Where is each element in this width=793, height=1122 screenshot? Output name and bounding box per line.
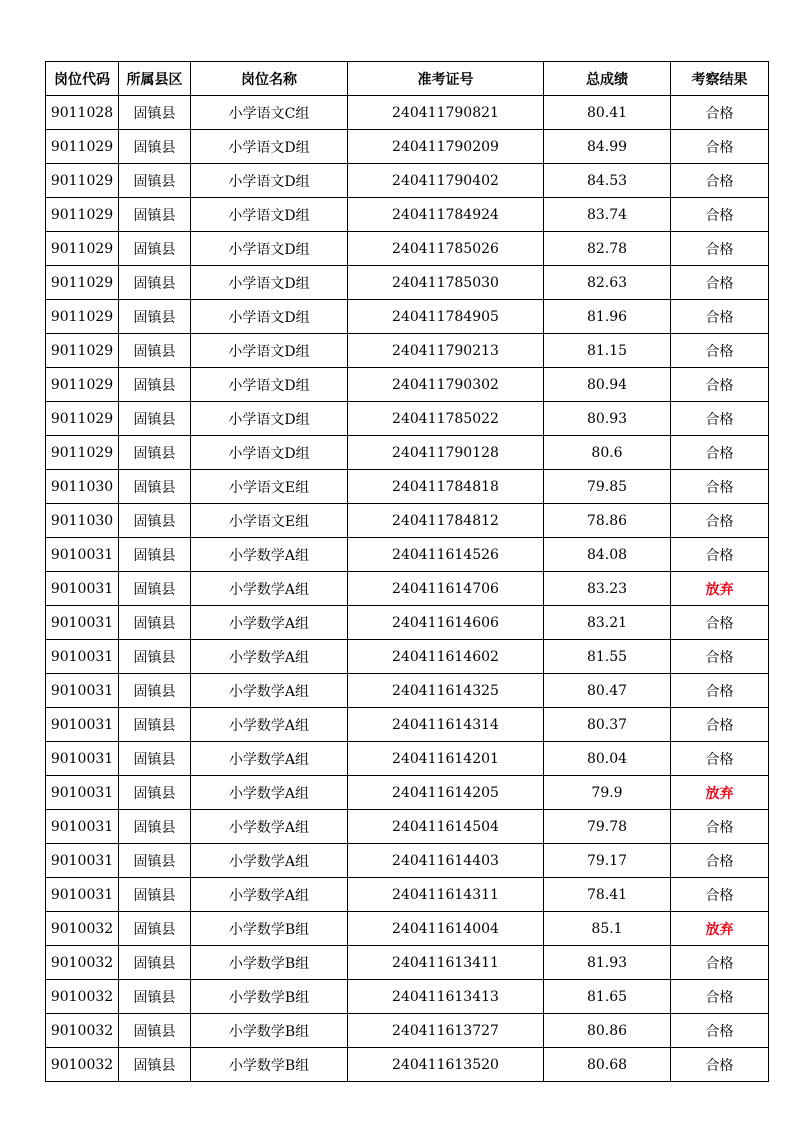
cell-county: 固镇县 (119, 708, 191, 742)
table-row (46, 300, 769, 334)
cell-county: 固镇县 (119, 742, 191, 776)
cell-inspection-result: 合格 (671, 946, 769, 980)
cell-ticket-number: 240411613411 (348, 946, 544, 980)
cell-county: 固镇县 (119, 266, 191, 300)
cell-position-code: 9010031 (46, 742, 119, 776)
cell-position-code: 9010031 (46, 708, 119, 742)
cell-position-name: 小学数学B组 (191, 980, 348, 1014)
cell-total-score: 79.17 (544, 844, 671, 878)
cell-total-score: 82.63 (544, 266, 671, 300)
cell-ticket-number: 240411790302 (348, 368, 544, 402)
cell-ticket-number: 240411784905 (348, 300, 544, 334)
cell-county: 固镇县 (119, 810, 191, 844)
cell-position-name: 小学语文E组 (191, 470, 348, 504)
table-row (46, 640, 769, 674)
cell-inspection-result: 合格 (671, 980, 769, 1014)
cell-total-score: 81.96 (544, 300, 671, 334)
cell-inspection-result: 合格 (671, 198, 769, 232)
table-row (46, 674, 769, 708)
cell-position-name: 小学语文D组 (191, 334, 348, 368)
cell-total-score: 83.74 (544, 198, 671, 232)
cell-total-score: 79.78 (544, 810, 671, 844)
cell-position-code: 9010032 (46, 1014, 119, 1048)
table-row (46, 912, 769, 946)
cell-inspection-result: 合格 (671, 164, 769, 198)
cell-inspection-result: 合格 (671, 300, 769, 334)
cell-total-score: 83.21 (544, 606, 671, 640)
header-inspection-result: 考察结果 (671, 62, 769, 96)
cell-inspection-result: 放弃 (671, 572, 769, 606)
cell-ticket-number: 240411614526 (348, 538, 544, 572)
cell-ticket-number: 240411784812 (348, 504, 544, 538)
cell-total-score: 78.41 (544, 878, 671, 912)
cell-total-score: 79.85 (544, 470, 671, 504)
cell-ticket-number: 240411614706 (348, 572, 544, 606)
cell-total-score: 84.53 (544, 164, 671, 198)
cell-position-code: 9010032 (46, 1048, 119, 1082)
cell-position-name: 小学数学B组 (191, 912, 348, 946)
table-row (46, 810, 769, 844)
table-row (46, 130, 769, 164)
cell-ticket-number: 240411790209 (348, 130, 544, 164)
cell-ticket-number: 240411614606 (348, 606, 544, 640)
cell-position-code: 9010031 (46, 674, 119, 708)
cell-ticket-number: 240411614201 (348, 742, 544, 776)
cell-total-score: 79.9 (544, 776, 671, 810)
cell-total-score: 80.04 (544, 742, 671, 776)
cell-position-code: 9011029 (46, 368, 119, 402)
table-row (46, 538, 769, 572)
cell-county: 固镇县 (119, 1048, 191, 1082)
table-row (46, 266, 769, 300)
cell-position-code: 9011029 (46, 232, 119, 266)
cell-county: 固镇县 (119, 504, 191, 538)
cell-inspection-result: 合格 (671, 844, 769, 878)
cell-position-code: 9011028 (46, 96, 119, 130)
cell-position-code: 9010031 (46, 776, 119, 810)
cell-total-score: 80.86 (544, 1014, 671, 1048)
cell-position-name: 小学数学B组 (191, 946, 348, 980)
table-row (46, 776, 769, 810)
cell-inspection-result: 合格 (671, 402, 769, 436)
cell-county: 固镇县 (119, 538, 191, 572)
cell-total-score: 80.93 (544, 402, 671, 436)
cell-inspection-result: 合格 (671, 708, 769, 742)
cell-county: 固镇县 (119, 436, 191, 470)
cell-total-score: 81.55 (544, 640, 671, 674)
cell-ticket-number: 240411614602 (348, 640, 544, 674)
cell-position-name: 小学数学A组 (191, 844, 348, 878)
cell-ticket-number: 240411790213 (348, 334, 544, 368)
cell-inspection-result: 合格 (671, 606, 769, 640)
cell-total-score: 82.78 (544, 232, 671, 266)
cell-county: 固镇县 (119, 912, 191, 946)
table-header (46, 62, 769, 96)
cell-position-code: 9010031 (46, 878, 119, 912)
cell-county: 固镇县 (119, 300, 191, 334)
header-position-name: 岗位名称 (191, 62, 348, 96)
cell-ticket-number: 240411614403 (348, 844, 544, 878)
cell-county: 固镇县 (119, 164, 191, 198)
cell-inspection-result: 合格 (671, 96, 769, 130)
cell-ticket-number: 240411614325 (348, 674, 544, 708)
cell-position-name: 小学语文D组 (191, 198, 348, 232)
cell-inspection-result: 合格 (671, 878, 769, 912)
cell-position-name: 小学数学B组 (191, 1048, 348, 1082)
cell-inspection-result: 合格 (671, 368, 769, 402)
results-table (45, 61, 769, 1082)
cell-position-name: 小学语文D组 (191, 368, 348, 402)
cell-total-score: 78.86 (544, 504, 671, 538)
table-row (46, 980, 769, 1014)
cell-position-code: 9011029 (46, 130, 119, 164)
cell-position-code: 9010031 (46, 844, 119, 878)
cell-position-code: 9010031 (46, 606, 119, 640)
cell-county: 固镇县 (119, 96, 191, 130)
cell-ticket-number: 240411614314 (348, 708, 544, 742)
cell-ticket-number: 240411790402 (348, 164, 544, 198)
cell-position-code: 9010032 (46, 946, 119, 980)
table-row (46, 96, 769, 130)
cell-position-name: 小学数学A组 (191, 810, 348, 844)
table-row (46, 334, 769, 368)
cell-county: 固镇县 (119, 776, 191, 810)
cell-county: 固镇县 (119, 130, 191, 164)
cell-total-score: 81.15 (544, 334, 671, 368)
table-row (46, 572, 769, 606)
cell-position-code: 9010031 (46, 640, 119, 674)
header-ticket-number: 准考证号 (348, 62, 544, 96)
cell-county: 固镇县 (119, 470, 191, 504)
cell-inspection-result: 合格 (671, 504, 769, 538)
table-row (46, 1014, 769, 1048)
cell-position-name: 小学语文E组 (191, 504, 348, 538)
cell-position-code: 9011029 (46, 402, 119, 436)
table-row (46, 470, 769, 504)
cell-ticket-number: 240411785030 (348, 266, 544, 300)
header-total-score: 总成绩 (544, 62, 671, 96)
cell-county: 固镇县 (119, 980, 191, 1014)
cell-total-score: 81.65 (544, 980, 671, 1014)
cell-ticket-number: 240411614504 (348, 810, 544, 844)
cell-county: 固镇县 (119, 572, 191, 606)
cell-county: 固镇县 (119, 232, 191, 266)
cell-inspection-result: 合格 (671, 470, 769, 504)
table-row (46, 742, 769, 776)
table-row (46, 844, 769, 878)
cell-county: 固镇县 (119, 368, 191, 402)
cell-inspection-result: 放弃 (671, 912, 769, 946)
cell-total-score: 80.6 (544, 436, 671, 470)
cell-inspection-result: 合格 (671, 674, 769, 708)
cell-position-name: 小学数学A组 (191, 640, 348, 674)
cell-county: 固镇县 (119, 878, 191, 912)
cell-inspection-result: 合格 (671, 640, 769, 674)
cell-position-name: 小学语文D组 (191, 130, 348, 164)
cell-position-code: 9011029 (46, 164, 119, 198)
cell-position-code: 9010031 (46, 810, 119, 844)
header-position-code: 岗位代码 (46, 62, 119, 96)
header-county: 所属县区 (119, 62, 191, 96)
table-row (46, 606, 769, 640)
cell-county: 固镇县 (119, 844, 191, 878)
table-row (46, 436, 769, 470)
cell-position-name: 小学数学A组 (191, 742, 348, 776)
cell-county: 固镇县 (119, 946, 191, 980)
cell-county: 固镇县 (119, 606, 191, 640)
cell-county: 固镇县 (119, 402, 191, 436)
cell-position-name: 小学数学A组 (191, 538, 348, 572)
cell-position-code: 9011029 (46, 436, 119, 470)
cell-total-score: 85.1 (544, 912, 671, 946)
cell-ticket-number: 240411784924 (348, 198, 544, 232)
cell-county: 固镇县 (119, 198, 191, 232)
cell-county: 固镇县 (119, 1014, 191, 1048)
cell-ticket-number: 240411785026 (348, 232, 544, 266)
cell-position-name: 小学语文D组 (191, 164, 348, 198)
cell-inspection-result: 放弃 (671, 776, 769, 810)
cell-position-code: 9011029 (46, 266, 119, 300)
cell-position-name: 小学语文D组 (191, 232, 348, 266)
cell-total-score: 83.23 (544, 572, 671, 606)
cell-inspection-result: 合格 (671, 810, 769, 844)
cell-total-score: 80.37 (544, 708, 671, 742)
cell-ticket-number: 240411784818 (348, 470, 544, 504)
table-row (46, 708, 769, 742)
cell-total-score: 80.94 (544, 368, 671, 402)
cell-inspection-result: 合格 (671, 538, 769, 572)
cell-position-code: 9010032 (46, 980, 119, 1014)
cell-position-name: 小学数学A组 (191, 776, 348, 810)
cell-inspection-result: 合格 (671, 742, 769, 776)
cell-position-name: 小学数学A组 (191, 708, 348, 742)
cell-inspection-result: 合格 (671, 1014, 769, 1048)
cell-position-name: 小学数学B组 (191, 1014, 348, 1048)
table-body (46, 96, 769, 1082)
table-row (46, 368, 769, 402)
cell-inspection-result: 合格 (671, 436, 769, 470)
cell-position-code: 9011030 (46, 470, 119, 504)
cell-position-name: 小学数学A组 (191, 572, 348, 606)
cell-county: 固镇县 (119, 674, 191, 708)
cell-position-code: 9011029 (46, 300, 119, 334)
cell-position-code: 9010031 (46, 572, 119, 606)
cell-position-code: 9010031 (46, 538, 119, 572)
cell-total-score: 80.47 (544, 674, 671, 708)
cell-ticket-number: 240411613520 (348, 1048, 544, 1082)
table-row (46, 402, 769, 436)
cell-position-code: 9010032 (46, 912, 119, 946)
cell-inspection-result: 合格 (671, 334, 769, 368)
cell-position-name: 小学数学A组 (191, 878, 348, 912)
cell-ticket-number: 240411614311 (348, 878, 544, 912)
cell-inspection-result: 合格 (671, 266, 769, 300)
cell-ticket-number: 240411613727 (348, 1014, 544, 1048)
cell-position-name: 小学数学A组 (191, 674, 348, 708)
table-row (46, 946, 769, 980)
cell-inspection-result: 合格 (671, 1048, 769, 1082)
cell-total-score: 84.99 (544, 130, 671, 164)
table-row (46, 504, 769, 538)
cell-position-name: 小学语文D组 (191, 402, 348, 436)
cell-total-score: 80.68 (544, 1048, 671, 1082)
cell-total-score: 81.93 (544, 946, 671, 980)
table-row (46, 1048, 769, 1082)
cell-ticket-number: 240411614205 (348, 776, 544, 810)
header-row (46, 62, 769, 96)
cell-total-score: 84.08 (544, 538, 671, 572)
table-row (46, 164, 769, 198)
cell-ticket-number: 240411785022 (348, 402, 544, 436)
table-row (46, 232, 769, 266)
cell-ticket-number: 240411614004 (348, 912, 544, 946)
cell-position-code: 9011030 (46, 504, 119, 538)
cell-position-code: 9011029 (46, 198, 119, 232)
cell-inspection-result: 合格 (671, 232, 769, 266)
cell-position-name: 小学语文D组 (191, 300, 348, 334)
cell-position-name: 小学语文D组 (191, 436, 348, 470)
cell-position-name: 小学语文D组 (191, 266, 348, 300)
cell-position-name: 小学数学A组 (191, 606, 348, 640)
table-row (46, 878, 769, 912)
cell-ticket-number: 240411790821 (348, 96, 544, 130)
cell-total-score: 80.41 (544, 96, 671, 130)
cell-position-code: 9011029 (46, 334, 119, 368)
cell-ticket-number: 240411613413 (348, 980, 544, 1014)
cell-county: 固镇县 (119, 640, 191, 674)
cell-inspection-result: 合格 (671, 130, 769, 164)
table-row (46, 198, 769, 232)
cell-position-name: 小学语文C组 (191, 96, 348, 130)
cell-county: 固镇县 (119, 334, 191, 368)
cell-ticket-number: 240411790128 (348, 436, 544, 470)
